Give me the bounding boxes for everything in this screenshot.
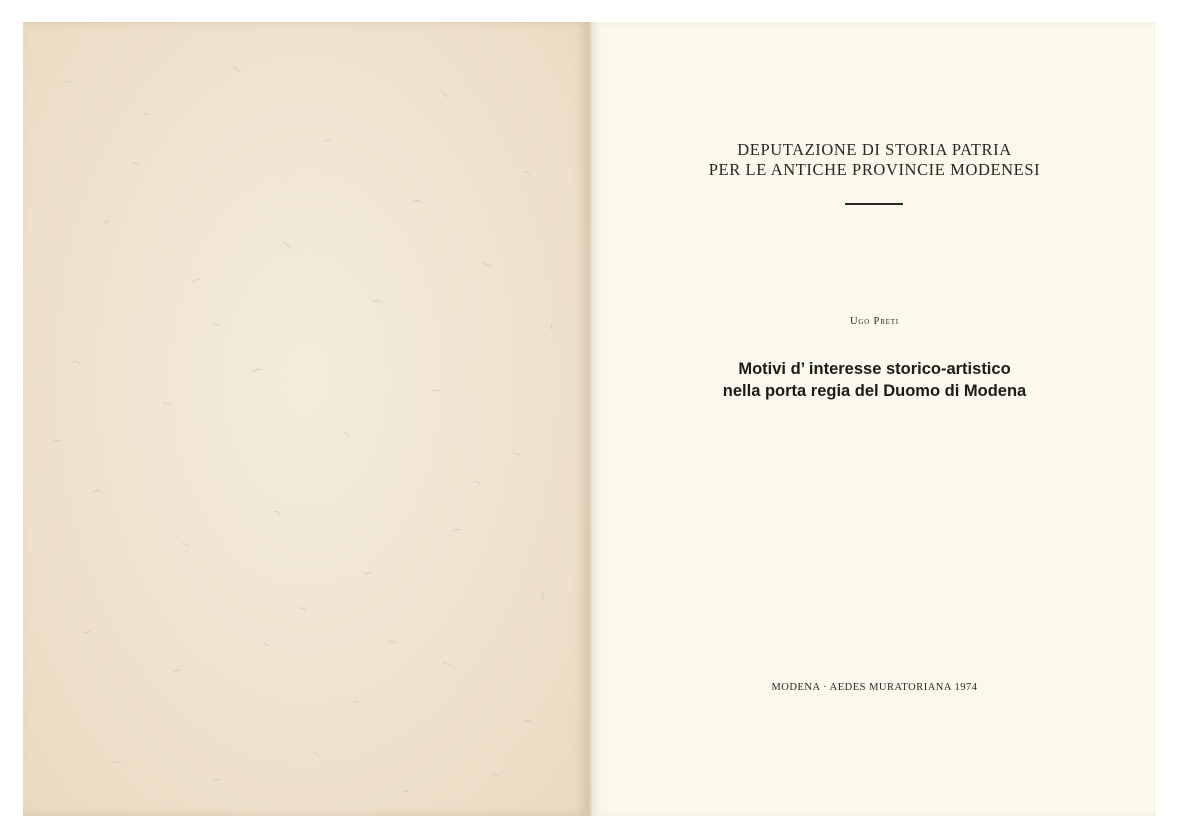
title-line-1: Motivi d’ interesse storico-artistico xyxy=(738,360,1011,378)
title-line-2: nella porta regia del Duomo di Modena xyxy=(722,382,1027,400)
book-title xyxy=(593,358,1156,402)
author-name: Ugo Preti xyxy=(850,316,899,327)
heading-rule xyxy=(845,203,903,205)
title-page xyxy=(593,22,1156,816)
institution-heading xyxy=(593,140,1156,180)
institution-line-2: PER LE ANTICHE PROVINCIE MODENESI xyxy=(708,160,1041,179)
paper-fiber-texture xyxy=(23,22,589,816)
left-page-blank xyxy=(23,22,589,816)
institution-line-1: DEPUTAZIONE DI STORIA PATRIA xyxy=(737,140,1012,159)
publisher-imprint: MODENA · AEDES MURATORIANA 1974 xyxy=(771,682,978,693)
